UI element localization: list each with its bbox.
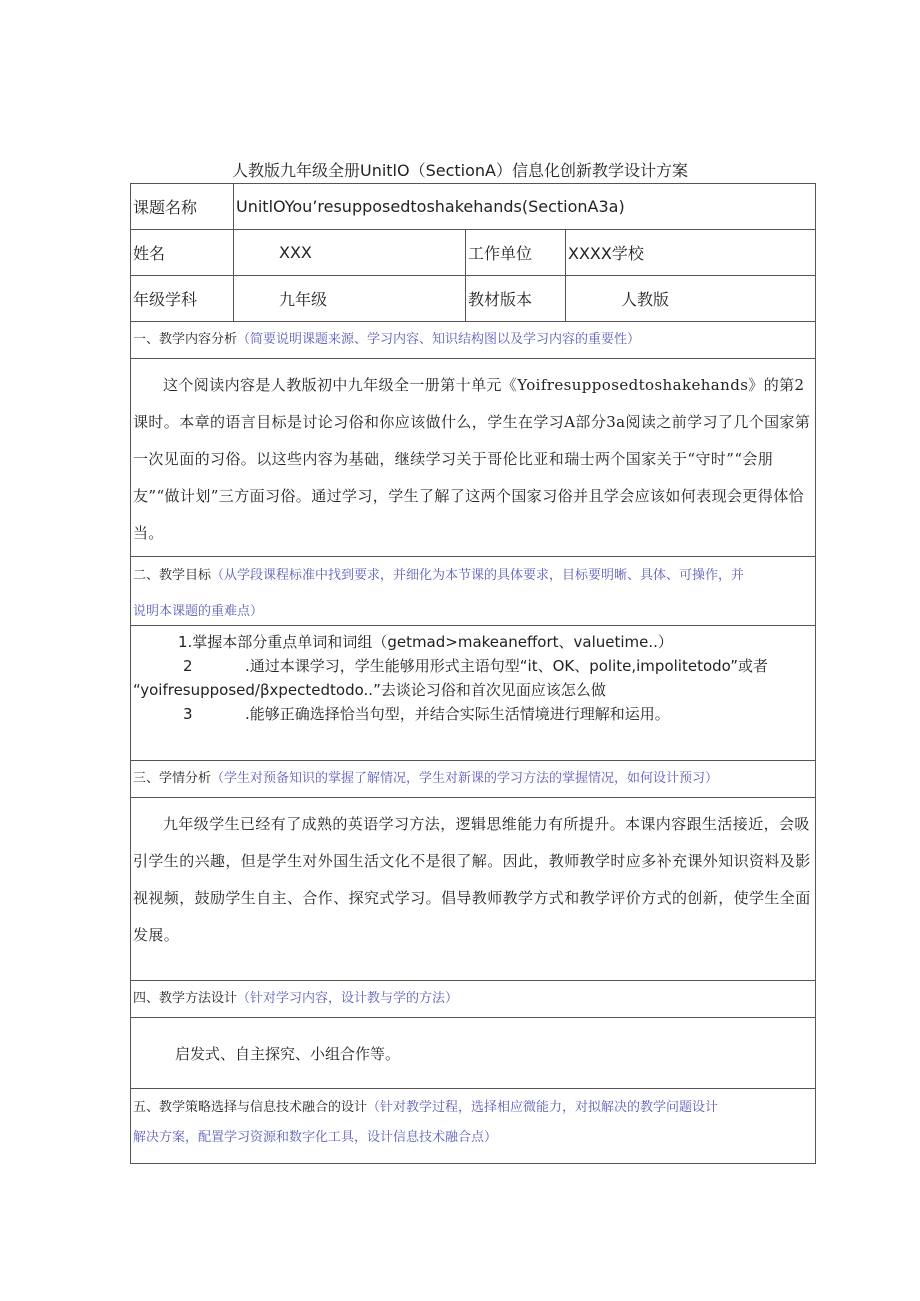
section4-body: 启发式、自主探究、小组合作等。: [131, 1018, 816, 1089]
section5-hint-line1: （针对教学过程，选择相应微能力，对拟解决的教学问题设计: [367, 1100, 719, 1115]
goal-2-text: .通过本课学习，学生能够用形式主语句型“it、OK、polite,impolitetodo”或者: [245, 657, 769, 675]
name-value: XXX: [234, 230, 466, 276]
section3-body: 九年级学生已经有了成熟的英语学习方法，逻辑思维能力有所提升。本课内容跟生活接近，会吸引学生的兴趣，但是学生对外国生活文化不是很了解。因此，教师教学时应多补充课外知识资料及影视视频，鼓励学生自主、合作、探究式学习。倡导教师教学方式和教学评价方式的创新，使学生全面发展。: [131, 798, 816, 981]
section4-header: [131, 981, 816, 1018]
section2-header-row: [131, 557, 816, 626]
section1-hint: （简要说明课题来源、学习内容、知识结构图以及学习内容的重要性）: [237, 332, 641, 347]
lesson-plan-table: [130, 183, 816, 1164]
goal-3: [133, 702, 813, 726]
section2-hint-line1: （从学段课程标准中找到要求，并细化为本节课的具体要求，目标要明晰、具体、可操作，并: [211, 568, 745, 583]
section1-header: [131, 322, 816, 359]
section3-header-row: [131, 761, 816, 798]
section1-body: 这个阅读内容是人教版初中九年级全一册第十单元《Yoifresupposedtoshakehands》的第2课时。本章的语言目标是讨论习俗和你应该做什么，学生在学习A部分3a阅读之前学习了几个国家第一次见面的习俗。以这些内容为基础，继续学习关于哥伦比亚和瑞士两个国家关于“守时”“会朋友”“做计划”三方面习俗。通过学习，学生了解了这两个国家习俗并且学会应该如何表现会更得体恰当。: [131, 359, 816, 557]
edition-label: 教材版本: [466, 276, 566, 322]
section1-body-row: [131, 359, 816, 557]
document-title: 人教版九年级全册UnitlO（SectionA）信息化创新教学设计方案: [231, 161, 688, 180]
grade-row: [131, 276, 816, 322]
section3-title: 三、学情分析: [133, 771, 212, 786]
section4-body-row: [131, 1018, 816, 1089]
section3-header: [131, 761, 816, 798]
section2-header: [131, 557, 816, 626]
section2-title: 二、教学目标: [133, 568, 212, 583]
section1-header-row: [131, 322, 816, 359]
section2-hint-line2: 说明本课题的重难点）: [133, 604, 264, 619]
section5-title: 五、教学策略选择与信息技术融合的设计: [133, 1100, 368, 1115]
topic-row: [131, 184, 816, 230]
topic-label: 课题名称: [131, 184, 234, 230]
section4-hint: （针对学习内容，设计教与学的方法）: [237, 991, 459, 1006]
section2-goals: [131, 626, 816, 761]
goal-2-continuation: “yoifresupposed/βxpectedtodo..”去谈论习俗和首次见面应该怎么做: [133, 681, 606, 699]
section5-header: [131, 1089, 816, 1164]
grade-value: 九年级: [234, 276, 466, 322]
goal-2: [133, 654, 813, 678]
section1-title: 一、教学内容分析: [133, 332, 238, 347]
edition-value: 人教版: [566, 276, 816, 322]
section3-hint: （学生对预备知识的掌握了解情况，学生对新课的学习方法的掌握情况，如何设计预习）: [211, 771, 719, 786]
goal-3-text: .能够正确选择恰当句型，并结合实际生活情境进行理解和运用。: [245, 705, 670, 723]
workplace-label: 工作单位: [466, 230, 566, 276]
grade-label: 年级学科: [131, 276, 234, 322]
goal-3-number: 3: [183, 705, 193, 723]
section4-title: 四、教学方法设计: [133, 991, 238, 1006]
section5-header-row: [131, 1089, 816, 1164]
section3-body-row: [131, 798, 816, 981]
goal-1: 1.掌握本部分重点单词和词组（getmad>makeaneffort、valuetime..）: [178, 633, 673, 651]
name-label: 姓名: [131, 230, 234, 276]
section5-hint-line2: 解决方案，配置学习资源和数字化工具，设计信息技术融合点）: [133, 1130, 498, 1145]
topic-value: UnitlOYou’resupposedtoshakehands(SectionA3a): [234, 184, 816, 230]
goal-2-number: 2: [183, 657, 193, 675]
workplace-value: XXXX学校: [566, 230, 816, 276]
name-row: [131, 230, 816, 276]
section2-body-row: [131, 626, 816, 761]
section4-header-row: [131, 981, 816, 1018]
